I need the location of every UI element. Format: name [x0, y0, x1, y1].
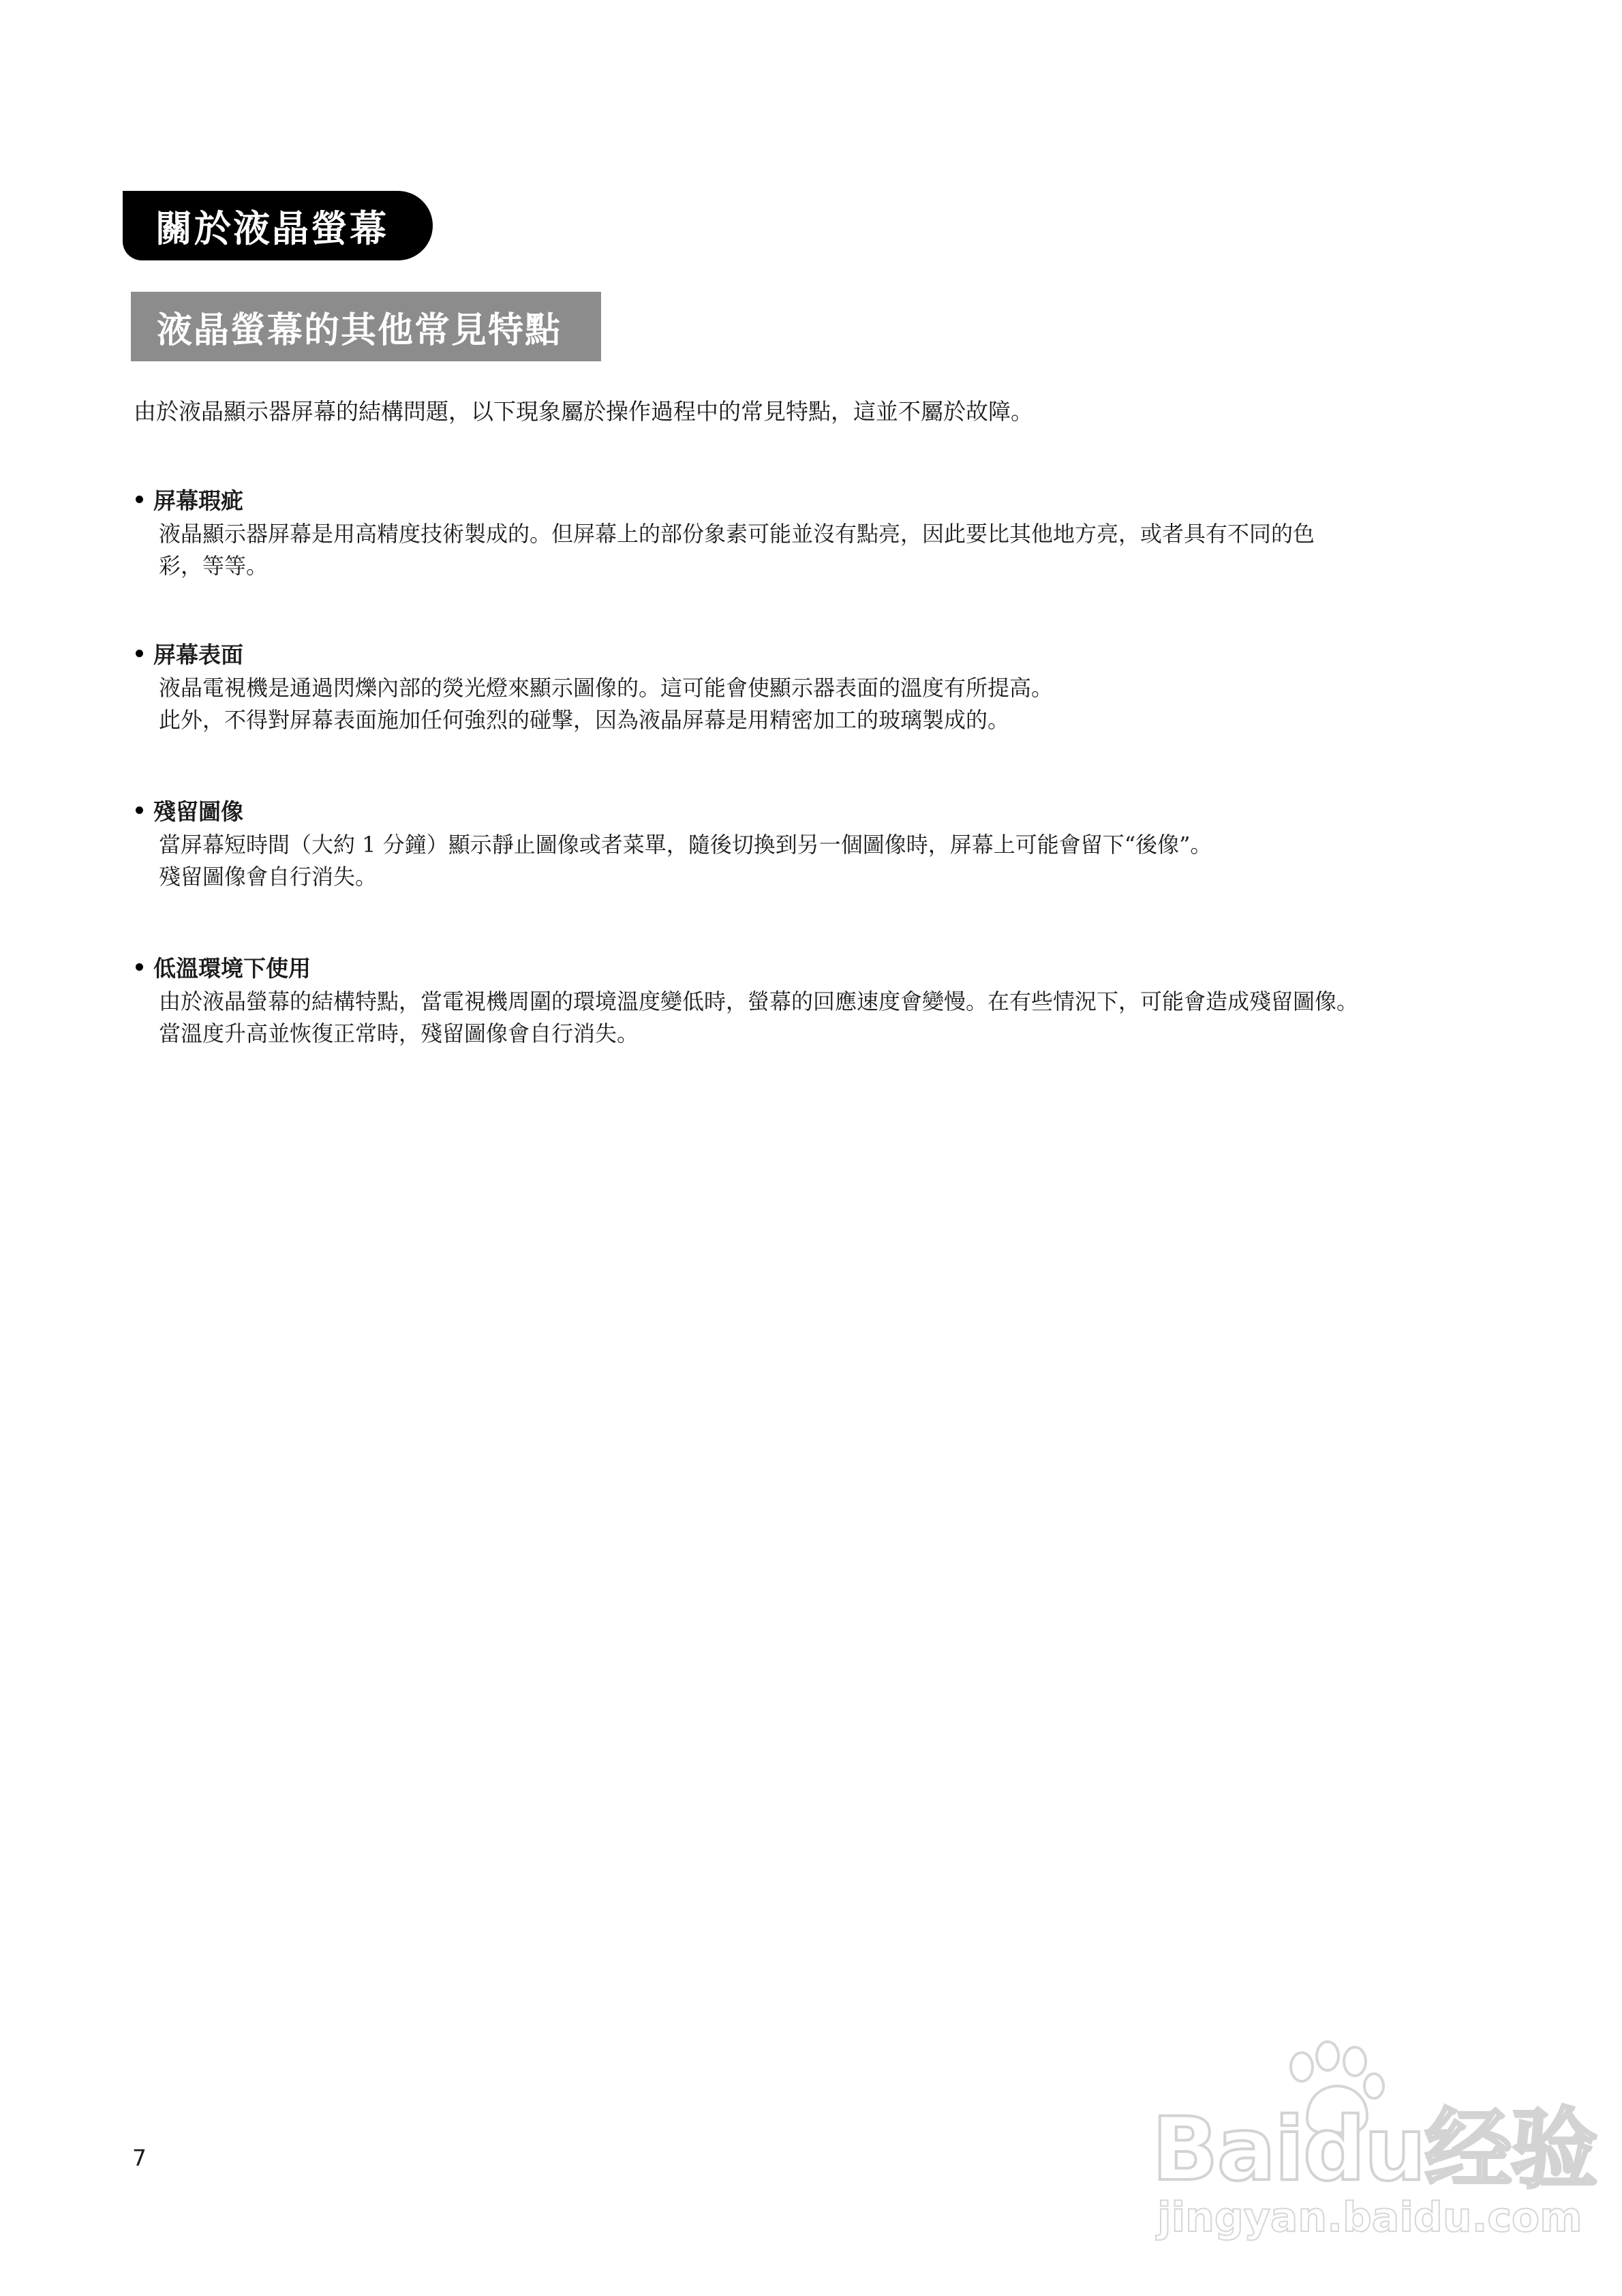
watermark-logo: Baidu经验 [1152, 2099, 1597, 2201]
section-body [134, 986, 1517, 1050]
baidu-watermark [1152, 2038, 1597, 2243]
section-heading [134, 950, 1517, 983]
section-screen-surface [134, 637, 1517, 736]
section-heading [134, 637, 1517, 669]
body-line: 殘留圖像會自行消失。 [159, 864, 378, 890]
section-title: 低溫環境下使用 [153, 954, 311, 982]
watermark-url: jingyan.baidu.com [1157, 2194, 1582, 2241]
page-subtitle: 液晶螢幕的其他常見特點 [157, 309, 562, 351]
section-title-banner [123, 191, 433, 260]
body-line: 由於液晶螢幕的結構特點，當電視機周圍的環境溫度變低時，螢幕的回應速度會變慢。在有些情況下，可能會造成殘留圖像。 [159, 988, 1359, 1014]
bullet-icon [136, 806, 143, 814]
section-body [134, 672, 1517, 736]
bullet-icon [136, 496, 143, 503]
section-screen-defects [134, 483, 1517, 582]
page-number: 7 [132, 2145, 147, 2171]
bullet-icon [136, 963, 143, 971]
body-line: 當溫度升高並恢復正常時，殘留圖像會自行消失。 [159, 1021, 639, 1046]
section-body [134, 518, 1517, 582]
section-heading [134, 483, 1517, 515]
section-body [134, 829, 1517, 893]
section-heading [134, 794, 1517, 826]
intro-paragraph: 由於液晶顯示器屏幕的結構問題，以下現象屬於操作過程中的常見特點，這並不屬於故障。 [134, 398, 1033, 425]
body-line: 此外，不得對屏幕表面施加任何強烈的碰撃，因為液晶屏幕是用精密加工的玻璃製成的。 [159, 707, 1010, 733]
body-line: 當屏幕短時間（大約 1 分鐘）顯示靜止圖像或者菜單，隨後切換到另一個圖像時，屏幕上可能會留下“後像”。 [159, 832, 1212, 858]
body-line: 彩，等等。 [159, 553, 269, 579]
section-image-retention [134, 794, 1517, 893]
section-low-temperature [134, 950, 1517, 1050]
page-title: 關於液晶螢幕 [155, 207, 388, 250]
section-title: 屏幕瑕疵 [153, 487, 243, 514]
body-line: 液晶顯示器屏幕是用高精度技術製成的。但屏幕上的部份象素可能並沒有點亮，因此要比其他地方亮，或者具有不同的色 [159, 521, 1315, 547]
body-line: 液晶電視機是通過閃爍內部的熒光燈來顯示圖像的。這可能會使顯示器表面的溫度有所提高。 [159, 675, 1054, 701]
section-title: 殘留圖像 [153, 798, 243, 825]
bullet-icon [136, 650, 143, 657]
subtitle-banner [131, 292, 601, 361]
section-title: 屏幕表面 [153, 641, 243, 668]
